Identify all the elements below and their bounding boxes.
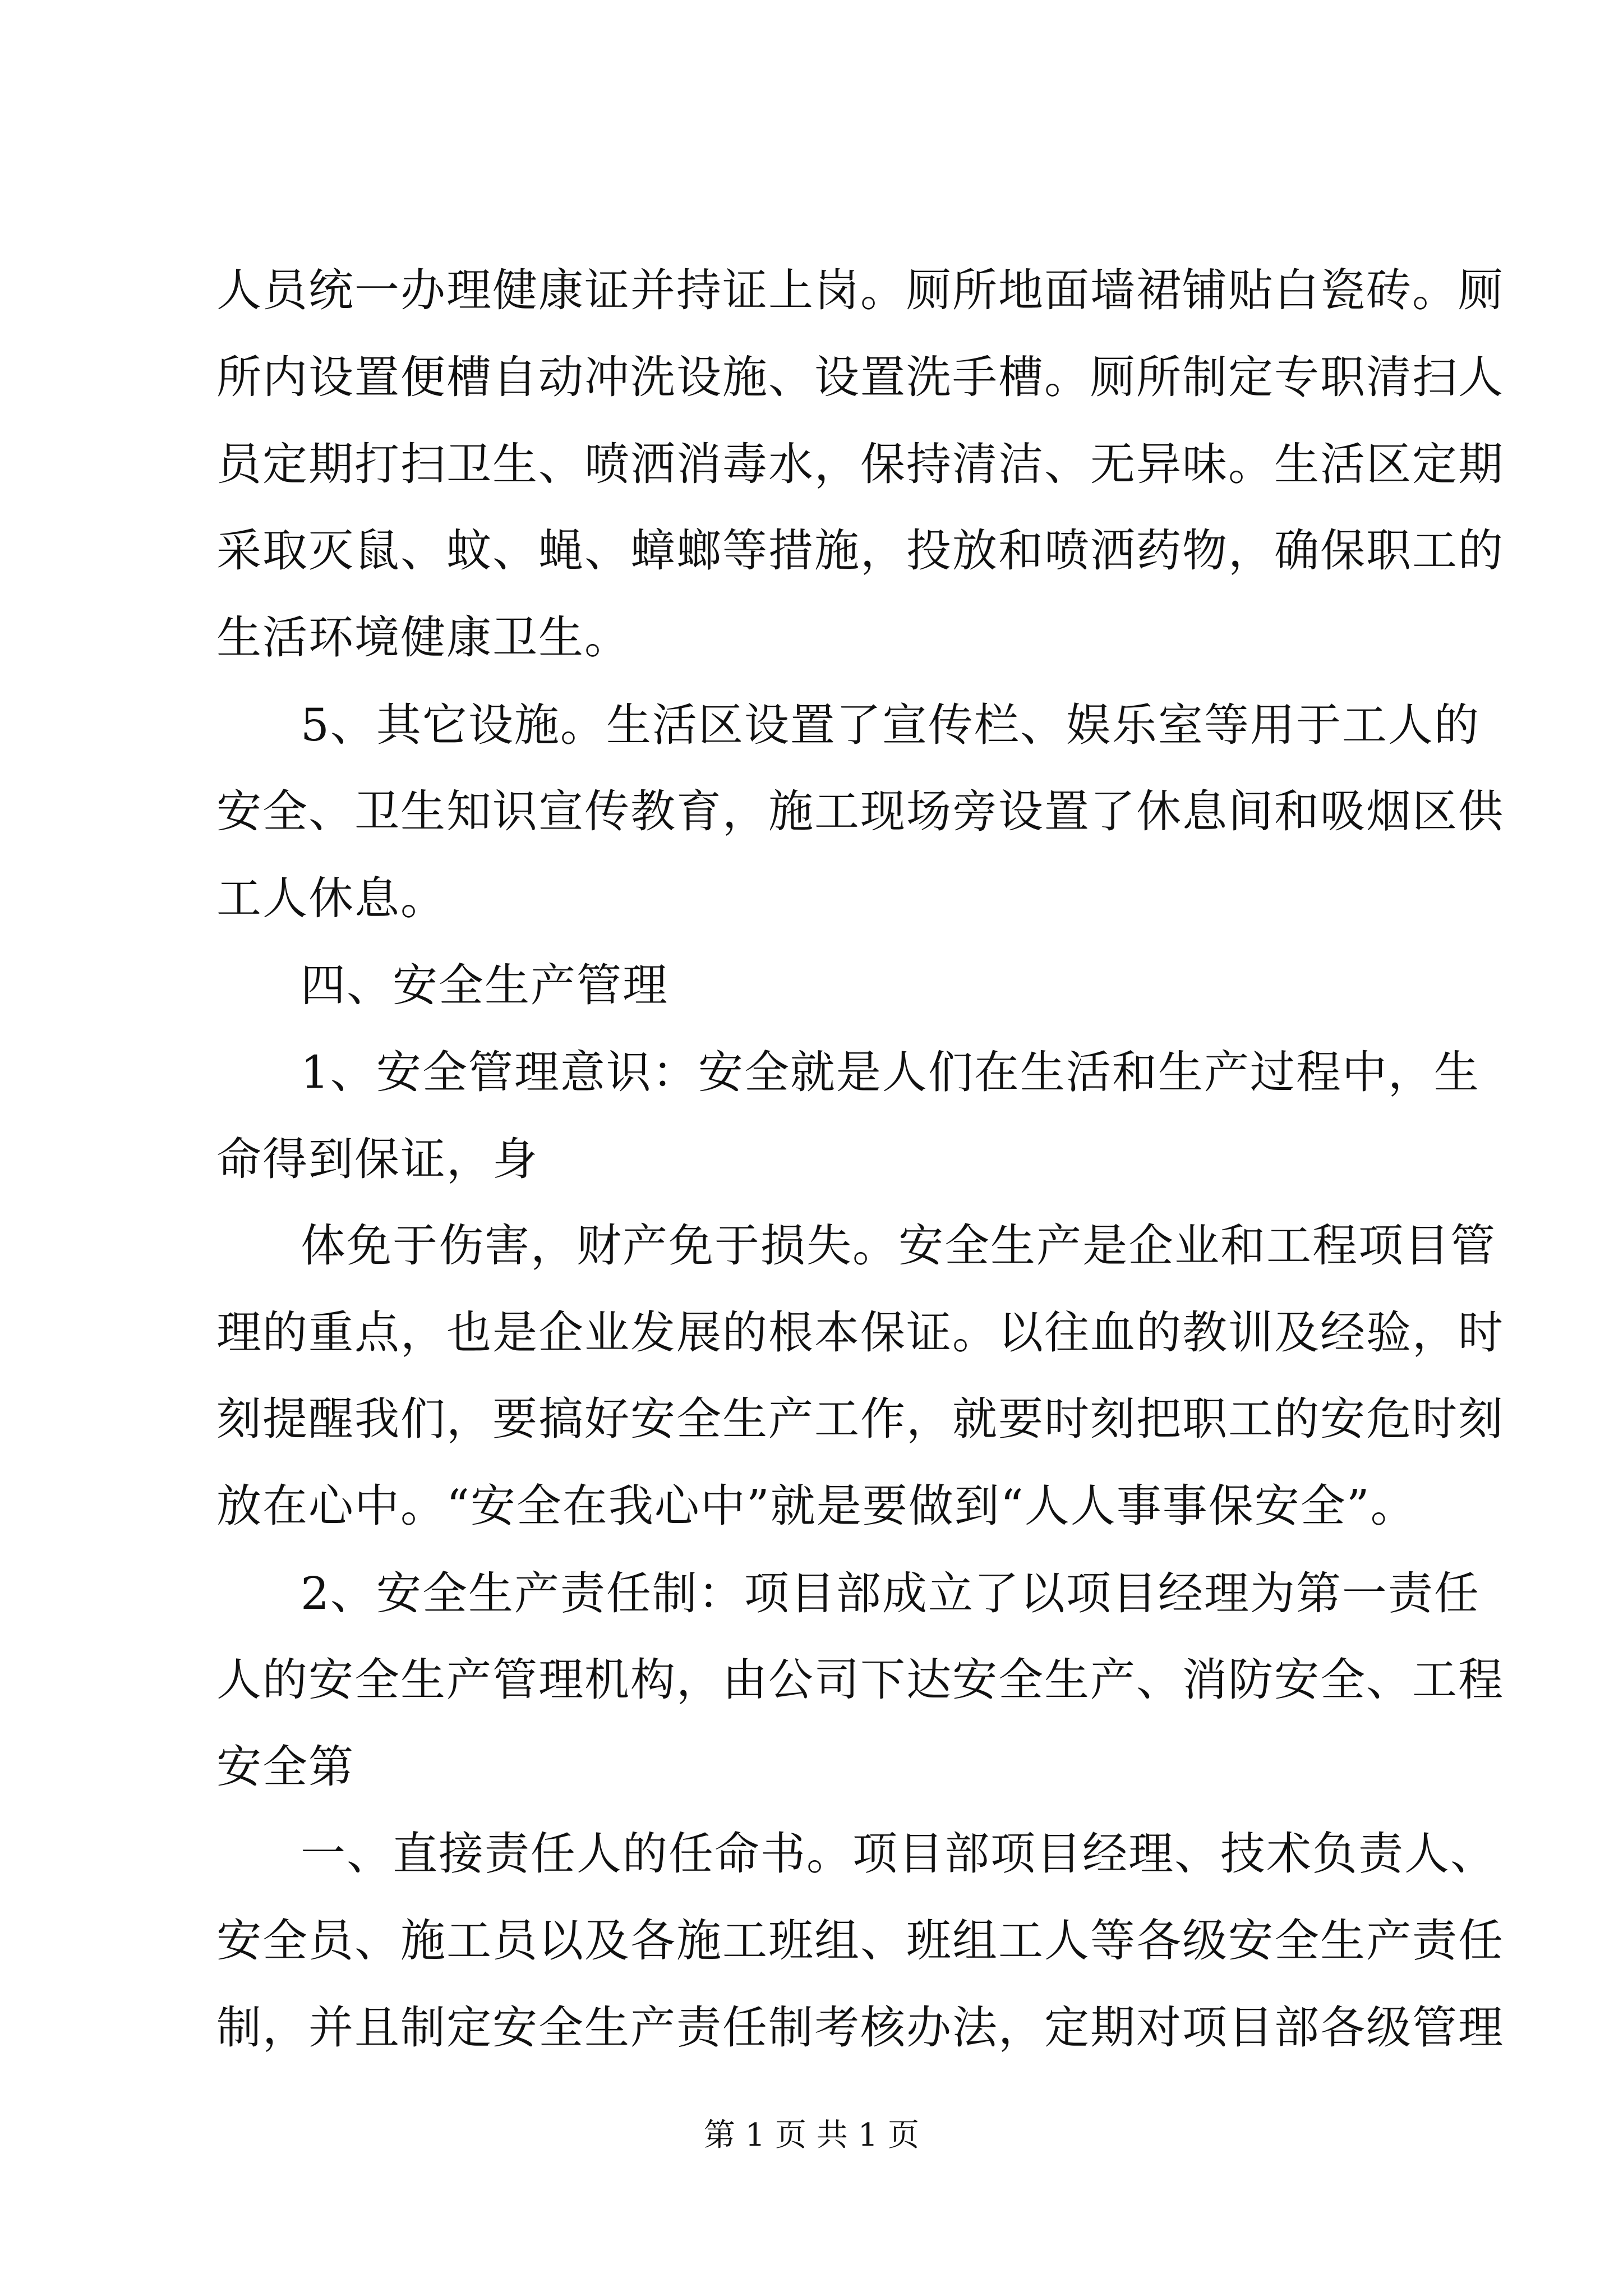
text-line: 所内设置便槽自动冲洗设施、设置洗手槽。厕所制定专职清扫人 bbox=[216, 351, 1504, 403]
text-line: 刻提醒我们，要搞好安全生产工作，就要时刻把职工的安危时刻 bbox=[216, 1393, 1504, 1445]
text-line: 安全第 bbox=[216, 1741, 354, 1793]
text-line: 安全员、施工员以及各施工班组、班组工人等各级安全生产责任 bbox=[216, 1915, 1504, 1967]
text-line: 命得到保证，身 bbox=[216, 1133, 538, 1185]
text-line: 制，并且制定安全生产责任制考核办法，定期对项目部各级管理 bbox=[216, 2001, 1504, 2054]
paragraph-start-line: 2、安全生产责任制：项目部成立了以项目经理为第一责任 bbox=[301, 1567, 1480, 1619]
text-line: 人的安全生产管理机构，由公司下达安全生产、消防安全、工程 bbox=[216, 1654, 1504, 1706]
page-number-footer: 第 1 页 共 1 页 bbox=[703, 2117, 920, 2154]
text-line: 工人休息。 bbox=[216, 872, 446, 924]
paragraph-start-line: 一、直接责任人的任命书。项目部项目经理、技术负责人、 bbox=[301, 1828, 1496, 1880]
text-line: 安全、卫生知识宣传教育，施工现场旁设置了休息间和吸烟区供 bbox=[216, 785, 1504, 838]
paragraph-start-line: 1、安全管理意识：安全就是人们在生活和生产过程中，生 bbox=[301, 1046, 1480, 1098]
paragraph-start-line: 体免于伤害，财产免于损失。安全生产是企业和工程项目管 bbox=[301, 1220, 1496, 1272]
text-line: 放在心中。“安全在我心中”就是要做到“人人事事保安全”。 bbox=[216, 1480, 1417, 1532]
text-line: 生活环境健康卫生。 bbox=[216, 611, 630, 664]
text-line: 员定期打扫卫生、喷洒消毒水，保持清洁、无异味。生活区定期 bbox=[216, 438, 1504, 490]
section-heading: 四、安全生产管理 bbox=[301, 959, 668, 1011]
text-line: 理的重点，也是企业发展的根本保证。以往血的教训及经验，时 bbox=[216, 1306, 1504, 1359]
paragraph-start-line: 5、其它设施。生活区设置了宣传栏、娱乐室等用于工人的 bbox=[301, 699, 1480, 751]
text-line: 人员统一办理健康证并持证上岗。厕所地面墙裙铺贴白瓷砖。厕 bbox=[216, 264, 1504, 316]
text-line: 采取灭鼠、蚊、蝇、蟑螂等措施，投放和喷洒药物，确保职工的 bbox=[216, 524, 1504, 577]
